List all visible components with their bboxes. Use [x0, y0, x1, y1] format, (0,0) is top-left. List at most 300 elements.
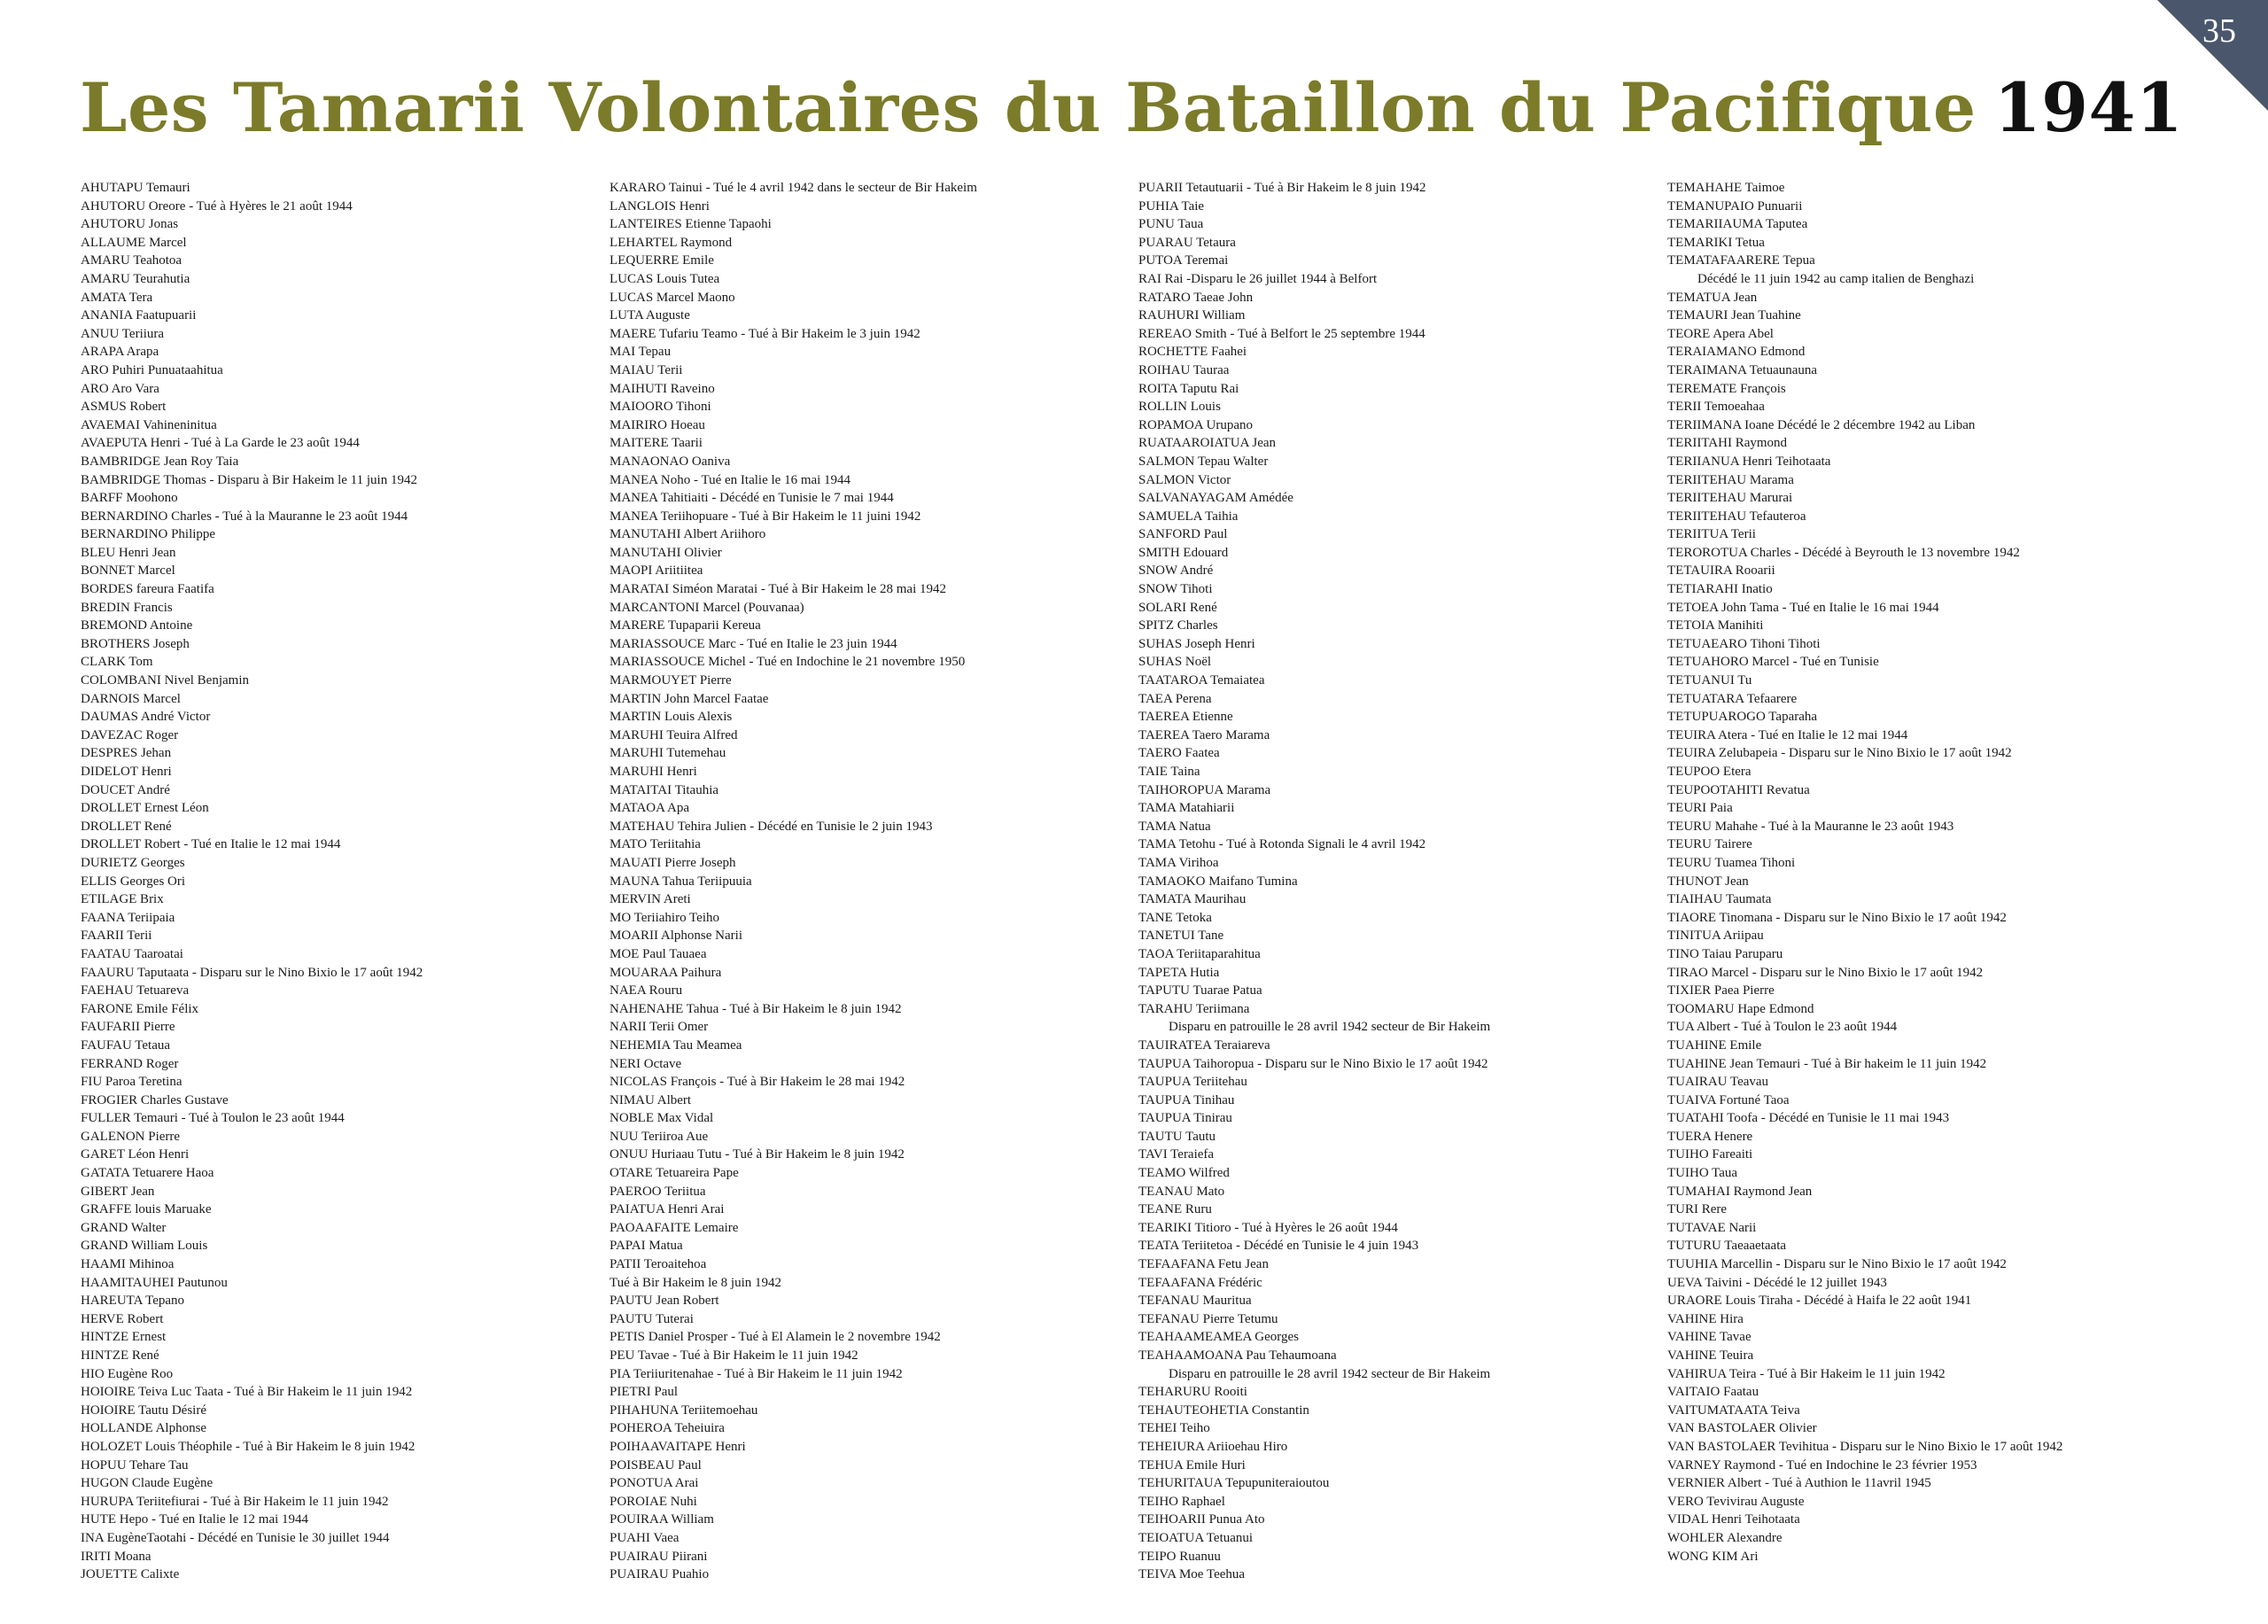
name-entry: HAAMITAUHEI Pautunou	[81, 1275, 228, 1290]
name-entry: SUHAS Noël	[1138, 655, 1212, 670]
name-entry: DURIETZ Georges	[81, 855, 185, 870]
name-entry: TIXIER Paea Pierre	[1667, 983, 1775, 998]
name-entry: TEHURITAUA Tepupuniteraioutou	[1138, 1476, 1330, 1491]
name-entry: TAMA Virihoa	[1138, 855, 1219, 870]
names-column-4	[1667, 179, 2190, 1566]
name-entry: BROTHERS Joseph	[81, 636, 190, 651]
name-entry: HOIOIRE Teiva Luc Taata - Tué à Bir Hakeim le 11 juin 1942	[81, 1385, 413, 1400]
name-entry: MAI Tepau	[610, 345, 672, 360]
name-entry: TAUIRATEA Teraiareva	[1138, 1037, 1270, 1053]
name-entry: TAUPUA Tinihau	[1138, 1092, 1235, 1107]
name-entry: ROLLIN Louis	[1138, 400, 1221, 415]
name-entry: SOLARI René	[1138, 600, 1217, 615]
name-entry: TEHEI Teiho	[1138, 1421, 1210, 1436]
name-entry: PUARAU Tetaura	[1138, 235, 1236, 250]
name-entry: TUIHO Taua	[1667, 1166, 1738, 1181]
name-entry: ONUU Huriaau Tutu - Tué à Bir Hakeim le 8 juin 1942	[610, 1147, 905, 1162]
name-entry: PUARII Tetautuarii - Tué à Bir Hakeim le 8 juin 1942	[1138, 181, 1426, 195]
name-entry: TEANE Ruru	[1138, 1202, 1212, 1217]
name-entry: PIA Teriiuritenahae - Tué à Bir Hakeim le 11 juin 1942	[610, 1366, 903, 1381]
name-entry: HAAMI Mihinoa	[81, 1257, 175, 1272]
name-entry: SANFORD Paul	[1138, 527, 1228, 542]
name-entry: SAMUELA Taihia	[1138, 509, 1239, 524]
name-entry: BAMBRIDGE Thomas - Disparu à Bir Hakeim le 11 juin 1942	[81, 472, 417, 487]
name-entry: TERIITEHAU Marama	[1667, 472, 1794, 487]
name-entry: TAATAROA Temaiatea	[1138, 673, 1265, 688]
name-entry: MANAONAO Oaniva	[610, 454, 731, 469]
name-entry: TERIITAHI Raymond	[1667, 436, 1788, 451]
name-entry: MATAITAI Titauhia	[610, 782, 719, 797]
name-entry: TETUATARA Tefaarere	[1667, 691, 1798, 706]
name-entry: LANGLOIS Henri	[610, 198, 710, 214]
name-entry: MARUHI Henri	[610, 765, 697, 779]
name-entry: MAUNA Tahua Teriipuuia	[610, 874, 752, 889]
name-entry: TUMAHAI Raymond Jean	[1667, 1184, 1813, 1199]
name-entry: RATARO Taeae John	[1138, 290, 1254, 305]
names-column-3	[1138, 179, 1661, 1584]
name-entry: SALMON Tepau Walter	[1138, 454, 1269, 469]
name-entry: FAUFAU Tetaua	[81, 1037, 171, 1053]
name-entry: TERII Temoeahaa	[1667, 400, 1765, 415]
name-entry: ROCHETTE Faahei	[1138, 345, 1247, 360]
name-entry: TEFAAFANA Fetu Jean	[1138, 1257, 1269, 1272]
name-entry: POIHAAVAITAPE Henri	[610, 1439, 746, 1454]
name-entry: TANETUI Tane	[1138, 929, 1224, 944]
name-entry: MANEA Teriihopuare - Tué à Bir Hakeim le 11 juini 1942	[610, 509, 921, 524]
name-entry: MARUHI Teuira Alfred	[610, 727, 738, 742]
name-entry: ANANIA Faatupuarii	[81, 308, 197, 323]
name-entry: TEMATUA Jean	[1667, 290, 1758, 305]
name-entry: COLOMBANI Nivel Benjamin	[81, 673, 249, 688]
name-entry: TEURU Mahahe - Tué à la Mauranne le 23 août 1943	[1667, 819, 1954, 834]
name-entry: POROIAE Nuhi	[610, 1494, 697, 1509]
name-entry: TAMA Natua	[1138, 819, 1211, 834]
title-year: 1941	[1993, 68, 2184, 147]
name-entry: MARTIN John Marcel Faatae	[610, 691, 769, 706]
name-entry: Décédé le 11 juin 1942 au camp italien de Benghazi	[1697, 271, 1975, 286]
name-entry: DROLLET Robert - Tué en Italie le 12 mai 1944	[81, 837, 341, 852]
name-entry: TAUPUA Teriitehau	[1138, 1075, 1247, 1090]
name-entry: GARET Léon Henri	[81, 1147, 190, 1162]
name-entry: AMARU Teahotoa	[81, 253, 183, 268]
name-entry: MARERE Tupaparii Kereua	[610, 618, 761, 633]
name-entry: DOUCET André	[81, 782, 170, 797]
name-entry: VAHINE Hira	[1667, 1311, 1744, 1326]
name-entry: FROGIER Charles Gustave	[81, 1092, 229, 1107]
name-entry: DROLLET René	[81, 819, 172, 834]
name-entry: Disparu en patrouille le 28 avril 1942 secteur de Bir Hakeim	[1169, 1366, 1491, 1381]
name-entry: LUCAS Marcel Maono	[610, 290, 735, 305]
name-entry: THUNOT Jean	[1667, 874, 1749, 889]
name-entry: PUHIA Taie	[1138, 198, 1205, 214]
name-entry: PUNU Taua	[1138, 217, 1204, 232]
name-entry: TAEREA Taero Marama	[1138, 727, 1270, 742]
name-entry: LEQUERRE Emile	[610, 253, 714, 268]
name-entry: ARO Aro Vara	[81, 381, 159, 396]
name-entry: POUIRAA William	[610, 1512, 714, 1527]
name-entry: GATATA Tetuarere Haoa	[81, 1166, 214, 1181]
name-entry: MANEA Tahitiaiti - Décédé en Tunisie le 7 mai 1944	[610, 491, 894, 506]
name-entry: TERIIMANA Ioane Décédé le 2 décembre 1942 au Liban	[1667, 417, 1976, 432]
name-entry: PATII Teroaitehoa	[610, 1257, 707, 1272]
name-entry: SUHAS Joseph Henri	[1138, 636, 1255, 651]
name-entry: AVAEMAI Vahineninitua	[81, 417, 217, 432]
name-entry: TAUPUA Tinirau	[1138, 1111, 1232, 1126]
name-entry: NARII Terii Omer	[610, 1020, 709, 1035]
name-entry: TEMANUPAIO Punuarii	[1667, 198, 1803, 214]
name-entry: HOLOZET Louis Théophile - Tué à Bir Hakeim le 8 juin 1942	[81, 1439, 416, 1454]
name-entry: HUTE Hepo - Tué en Italie le 12 mai 1944	[81, 1512, 309, 1527]
name-entry: TEMAHAHE Taimoe	[1667, 181, 1785, 195]
name-entry: BREMOND Antoine	[81, 618, 193, 633]
name-entry: HOLLANDE Alphonse	[81, 1421, 207, 1436]
name-entry: NUU Teriiroa Aue	[610, 1129, 709, 1144]
name-entry: FAUFARII Pierre	[81, 1020, 175, 1035]
name-entry: TAVI Teraiefa	[1138, 1147, 1215, 1162]
name-entry: HURUPA Teriitefiurai - Tué à Bir Hakeim le 11 juin 1942	[81, 1494, 389, 1509]
name-entry: MAOPI Ariitiitea	[610, 563, 703, 579]
names-column-2	[610, 179, 1132, 1584]
name-entry: TEROROTUA Charles - Décédé à Beyrouth le 13 novembre 1942	[1667, 545, 2020, 560]
name-entry: TUA Albert - Tué à Toulon le 23 août 1944	[1667, 1020, 1898, 1035]
name-entry: ALLAUME Marcel	[81, 235, 187, 250]
name-entry: HAREUTA Tepano	[81, 1294, 185, 1309]
name-entry: TEATA Teriitetoa - Décédé en Tunisie le 4 juin 1943	[1138, 1239, 1419, 1254]
name-entry: TUAIVA Fortuné Taoa	[1667, 1092, 1790, 1107]
name-entry: VAITUMATAATA Teiva	[1667, 1403, 1800, 1418]
name-entry: DAUMAS André Victor	[81, 710, 211, 725]
name-entry: HINTZE René	[81, 1348, 159, 1363]
name-entry: Tué à Bir Hakeim le 8 juin 1942	[610, 1275, 782, 1290]
name-entry: TEREMATE François	[1667, 381, 1786, 396]
name-entry: LUCAS Louis Tutea	[610, 271, 720, 286]
name-entry: GALENON Pierre	[81, 1129, 181, 1144]
name-entry: TEIHO Raphael	[1138, 1494, 1225, 1509]
name-entry: TEFANAU Mauritua	[1138, 1294, 1252, 1309]
name-entry: TERIITUA Terii	[1667, 527, 1756, 542]
name-entry: TIRAO Marcel - Disparu sur le Nino Bixio le 17 août 1942	[1667, 965, 1984, 980]
name-entry: VIDAL Henri Teihotaata	[1667, 1512, 1800, 1527]
name-entry: Disparu en patrouille le 28 avril 1942 secteur de Bir Hakeim	[1169, 1020, 1491, 1035]
name-entry: TEFANAU Pierre Tetumu	[1138, 1311, 1278, 1326]
name-entry: TIAORE Tinomana - Disparu sur le Nino Bixio le 17 août 1942	[1667, 910, 2007, 925]
name-entry: PAUTU Tuterai	[610, 1311, 694, 1326]
name-entry: MAIRIRO Hoeau	[610, 417, 705, 432]
name-entry: SNOW André	[1138, 563, 1214, 579]
name-entry: MANEA Noho - Tué en Italie le 16 mai 1944	[610, 472, 851, 487]
name-entry: FAARII Terii	[81, 929, 152, 944]
name-entry: POISBEAU Paul	[610, 1457, 702, 1472]
name-entry: LANTEIRES Etienne Tapaohi	[610, 217, 772, 232]
name-entry: PUAHI Vaea	[610, 1530, 680, 1545]
name-entry: POHEROA Teheiuira	[610, 1421, 725, 1436]
name-entry: HIO Eugène Roo	[81, 1366, 174, 1381]
name-entry: BAMBRIDGE Jean Roy Taia	[81, 454, 239, 469]
name-entry: TEFAAFANA Frédéric	[1138, 1275, 1262, 1290]
name-entry: UEVA Taivini - Décédé le 12 juillet 1943	[1667, 1275, 1887, 1290]
name-entry: TAEREA Etienne	[1138, 710, 1233, 725]
name-entry: MAIOORO Tihoni	[610, 400, 711, 415]
name-entry: JOUETTE Calixte	[81, 1567, 180, 1582]
page-number: 35	[2202, 12, 2236, 50]
name-entry: BARFF Moohono	[81, 491, 178, 506]
name-entry: TERIITEHAU Tefauteroa	[1667, 509, 1806, 524]
name-entry: FERRAND Roger	[81, 1056, 179, 1071]
name-entry: MARATAI Siméon Maratai - Tué à Bir Hakeim le 28 mai 1942	[610, 582, 947, 597]
name-entry: MATO Teriitahia	[610, 837, 701, 852]
name-entry: MANUTAHI Albert Ariihoro	[610, 527, 766, 542]
name-entry: BREDIN Francis	[81, 600, 173, 615]
name-entry: TEUPOOTAHITI Revatua	[1667, 782, 1810, 797]
name-entry: FARONE Emile Félix	[81, 1001, 199, 1016]
name-entry: AHUTORU Jonas	[81, 217, 179, 232]
name-entry: VAHIRUA Teira - Tué à Bir Hakeim le 11 juin 1942	[1667, 1366, 1946, 1381]
name-entry: TEIHOARII Punua Ato	[1138, 1512, 1265, 1527]
name-entry: PAOAAFAITE Lemaire	[610, 1220, 739, 1235]
name-entry: PUAIRAU Piirani	[610, 1549, 708, 1564]
name-entry: TAMA Tetohu - Tué à Rotonda Signali le 4 avril 1942	[1138, 837, 1426, 852]
name-entry: MARIASSOUCE Marc - Tué en Italie le 23 juin 1944	[610, 636, 897, 651]
name-entry: TUIHO Fareaiti	[1667, 1147, 1753, 1162]
name-entry: BORDES fareura Faatifa	[81, 582, 214, 597]
name-entry: PAUTU Jean Robert	[610, 1294, 719, 1309]
name-entry: NERI Octave	[610, 1056, 682, 1071]
name-entry: TEMARIIAUMA Taputea	[1667, 217, 1808, 232]
name-entry: ETILAGE Brix	[81, 892, 164, 907]
name-entry: IRITI Moana	[81, 1549, 151, 1564]
name-entry: TEURI Paia	[1667, 801, 1733, 816]
name-entry: GRAFFE louis Maruake	[81, 1202, 212, 1217]
name-entry: VAN BASTOLAER Olivier	[1667, 1421, 1817, 1436]
name-entry: TETUAHORO Marcel - Tué en Tunisie	[1667, 655, 1879, 670]
name-entry: MERVIN Areti	[610, 892, 691, 907]
name-entry: TEHEIURA Ariioehau Hiro	[1138, 1439, 1288, 1454]
name-entry: TUAHINE Jean Temauri - Tué à Bir hakeim le 11 juin 1942	[1667, 1056, 1987, 1071]
name-entry: BLEU Henri Jean	[81, 545, 176, 560]
name-entry: PAEROO Teriitua	[610, 1184, 706, 1199]
name-entry: VERO Tevivirau Auguste	[1667, 1494, 1805, 1509]
name-entry: VARNEY Raymond - Tué en Indochine le 23 février 1953	[1667, 1457, 1977, 1472]
name-entry: TEORE Apera Abel	[1667, 326, 1774, 341]
name-entry: TERAIMANA Tetuaunauna	[1667, 362, 1818, 377]
name-entry: NIMAU Albert	[610, 1092, 692, 1107]
name-entry: MAIHUTI Raveino	[610, 381, 715, 396]
name-entry: TERIITEHAU Marurai	[1667, 491, 1793, 506]
name-entry: TEHUA Emile Huri	[1138, 1457, 1246, 1472]
name-entry: TAUPUA Taihoropua - Disparu sur le Nino Bixio le 17 août 1942	[1138, 1056, 1488, 1071]
name-entry: TETUAEARO Tihoni Tihoti	[1667, 636, 1821, 651]
name-entry: TEIVA Moe Teehua	[1138, 1567, 1246, 1582]
name-entry: HOIOIRE Tautu Désiré	[81, 1403, 206, 1418]
name-entry: WOHLER Alexandre	[1667, 1530, 1783, 1545]
name-entry: ROPAMOA Urupano	[1138, 417, 1254, 432]
name-entry: SMITH Edouard	[1138, 545, 1229, 560]
name-entry: MATAOA Apa	[610, 801, 690, 816]
name-entry: MARTIN Louis Alexis	[610, 710, 733, 725]
name-entry: TAPETA Hutia	[1138, 965, 1220, 980]
name-entry: ROITA Taputu Rai	[1138, 381, 1239, 396]
name-entry: VAHINE Tavae	[1667, 1330, 1751, 1345]
name-entry: FULLER Temauri - Tué à Toulon le 23 août 1944	[81, 1111, 345, 1126]
name-entry: SPITZ Charles	[1138, 618, 1218, 633]
name-entry: NAEA Rouru	[610, 983, 683, 998]
name-entry: TERAIAMANO Edmond	[1667, 345, 1806, 360]
name-entry: BERNARDINO Charles - Tué à la Mauranne le 23 août 1944	[81, 509, 408, 524]
name-entry: TEAMO Wilfred	[1138, 1166, 1230, 1181]
name-entry: LEHARTEL Raymond	[610, 235, 733, 250]
name-entry: VAITAIO Faatau	[1667, 1385, 1759, 1400]
name-entry: VERNIER Albert - Tué à Authion le 11avril 1945	[1667, 1476, 1931, 1491]
name-entry: TAMA Matahiarii	[1138, 801, 1235, 816]
name-entry: TEIPO Ruanuu	[1138, 1549, 1221, 1564]
name-entry: VAHINE Teuira	[1667, 1348, 1754, 1363]
name-entry: NOBLE Max Vidal	[610, 1111, 714, 1126]
name-entry: AMATA Tera	[81, 290, 153, 305]
name-entry: FAAURU Taputaata - Disparu sur le Nino Bixio le 17 août 1942	[81, 965, 423, 980]
name-entry: KARARO Tainui - Tué le 4 avril 1942 dans le secteur de Bir Hakeim	[610, 181, 977, 195]
name-entry: TINO Taiau Paruparu	[1667, 946, 1783, 961]
name-entry: ELLIS Georges Ori	[81, 874, 186, 889]
name-entry: TEURU Tairere	[1667, 837, 1752, 852]
name-entry: TUUHIA Marcellin - Disparu sur le Nino Bixio le 17 août 1942	[1667, 1257, 2007, 1272]
name-entry: TUTAVAE Narii	[1667, 1220, 1757, 1235]
name-entry: TAERO Faatea	[1138, 746, 1220, 761]
name-entry: PIHAHUNA Teriitemoehau	[610, 1403, 758, 1418]
name-entry: SNOW Tihoti	[1138, 582, 1213, 597]
page-title	[80, 64, 2183, 152]
name-entry: PAPAI Matua	[610, 1239, 683, 1254]
name-entry: TAMAOKO Maifano Tumina	[1138, 874, 1298, 889]
name-entry: TEMAURI Jean Tuahine	[1667, 308, 1801, 323]
name-entry: TEANAU Mato	[1138, 1184, 1225, 1199]
name-entry: MAERE Tufariu Teamo - Tué à Bir Hakeim le 3 juin 1942	[610, 326, 920, 341]
name-entry: TEUIRA Atera - Tué en Italie le 12 mai 1944	[1667, 727, 1908, 742]
name-entry: SALMON Victor	[1138, 472, 1231, 487]
name-entry: NICOLAS François - Tué à Bir Hakeim le 28 mai 1942	[610, 1075, 905, 1090]
name-entry: MARCANTONI Marcel (Pouvanaa)	[610, 600, 804, 615]
name-entry: TUAHINE Emile	[1667, 1037, 1762, 1053]
name-entry: TETOEA John Tama - Tué en Italie le 16 mai 1944	[1667, 600, 1939, 615]
name-entry: OTARE Tetuareira Pape	[610, 1166, 739, 1181]
name-entry: FAEHAU Tetuareva	[81, 983, 190, 998]
name-entry: TINITUA Ariipau	[1667, 929, 1764, 944]
name-entry: URAORE Louis Tiraha - Décédé à Haifa le 22 août 1941	[1667, 1294, 1972, 1309]
name-entry: MATEHAU Tehira Julien - Décédé en Tunisie le 2 juin 1943	[610, 819, 933, 834]
name-entry: INA EugèneTaotahi - Décédé en Tunisie le 30 juillet 1944	[81, 1530, 390, 1545]
name-entry: TEAHAAMEAMEA Georges	[1138, 1330, 1299, 1345]
name-entry: TOOMARU Hape Edmond	[1667, 1001, 1814, 1016]
name-entry: TANE Tetoka	[1138, 910, 1212, 925]
name-entry: TAOA Teriitaparahitua	[1138, 946, 1261, 961]
name-entry: TETUANUI Tu	[1667, 673, 1752, 688]
name-entry: SALVANAYAGAM Amédée	[1138, 491, 1293, 506]
name-entry: TAPUTU Tuarae Patua	[1138, 983, 1262, 998]
name-entry: DAVEZAC Roger	[81, 727, 179, 742]
page-corner-tab	[2157, 0, 2268, 111]
name-entry: MAIAU Terii	[610, 362, 683, 377]
name-entry: HOPUU Tehare Tau	[81, 1457, 189, 1472]
name-entry: MARMOUYET Pierre	[610, 673, 732, 688]
name-entry: DESPRES Jehan	[81, 746, 172, 761]
name-entry: LUTA Auguste	[610, 308, 690, 323]
name-entry: TARAHU Teriimana	[1138, 1001, 1250, 1016]
name-entry: TAMATA Maurihau	[1138, 892, 1247, 907]
name-entry: TEUPOO Etera	[1667, 765, 1751, 779]
name-entry: MO Teriiahiro Teiho	[610, 910, 719, 925]
name-entry: TEIOATUA Tetuanui	[1138, 1530, 1254, 1545]
name-entry: ARAPA Arapa	[81, 345, 159, 360]
name-entry: WONG KIM Ari	[1667, 1549, 1759, 1564]
name-entry: VAN BASTOLAER Tevihitua - Disparu sur le Nino Bixio le 17 août 1942	[1667, 1439, 2063, 1454]
name-entry: CLARK Tom	[81, 655, 153, 670]
name-entry: TEUIRA Zelubapeia - Disparu sur le Nino Bixio le 17 août 1942	[1667, 746, 2012, 761]
name-entry: PAIATUA Henri Arai	[610, 1202, 725, 1217]
name-entry: BERNARDINO Philippe	[81, 527, 216, 542]
name-entry: REREAO Smith - Tué à Belfort le 25 septembre 1944	[1138, 326, 1425, 341]
name-entry: FIU Paroa Teretina	[81, 1075, 183, 1090]
name-entry: HERVE Robert	[81, 1311, 164, 1326]
name-entry: TAIHOROPUA Marama	[1138, 782, 1271, 797]
name-entry: ROIHAU Tauraa	[1138, 362, 1230, 377]
name-entry: ASMUS Robert	[81, 400, 167, 415]
name-entry: PONOTUA Arai	[610, 1476, 699, 1491]
name-entry: MOE Paul Tauaea	[610, 946, 707, 961]
name-entry: NAHENAHE Tahua - Tué à Bir Hakeim le 8 juin 1942	[610, 1001, 902, 1016]
name-entry: TETUPUAROGO Taparaha	[1667, 710, 1818, 725]
name-entry: TETOIA Manihiti	[1667, 618, 1764, 633]
name-entry: TAIE Taina	[1138, 765, 1200, 779]
name-entry: NEHEMIA Tau Meamea	[610, 1037, 742, 1053]
name-entry: MOARII Alphonse Narii	[610, 929, 742, 944]
name-entry: RUATAAROIATUA Jean	[1138, 436, 1277, 451]
name-entry: TEMARIKI Tetua	[1667, 235, 1765, 250]
name-entry: PUTOA Teremai	[1138, 253, 1229, 268]
name-entry: ARO Puhiri Punuataahitua	[81, 362, 223, 377]
name-entry: MARIASSOUCE Michel - Tué en Indochine le 21 novembre 1950	[610, 655, 966, 670]
name-entry: PETIS Daniel Prosper - Tué à El Alamein le 2 novembre 1942	[610, 1330, 941, 1345]
name-entry: DIDELOT Henri	[81, 765, 172, 779]
name-entry: MANUTAHI Olivier	[610, 545, 722, 560]
name-entry: TUATAHI Toofa - Décédé en Tunisie le 11 mai 1943	[1667, 1111, 1950, 1126]
name-entry: TAEA Perena	[1138, 691, 1212, 706]
name-entry: DROLLET Ernest Léon	[81, 801, 209, 816]
name-entry: BONNET Marcel	[81, 563, 175, 579]
name-entry: TEAHAAMOANA Pau Tehaumoana	[1138, 1348, 1337, 1363]
name-entry: MAUATI Pierre Joseph	[610, 855, 736, 870]
name-entry: PEU Tavae - Tué à Bir Hakeim le 11 juin 1942	[610, 1348, 858, 1363]
name-entry: GRAND Walter	[81, 1220, 167, 1235]
name-entry: TETAUIRA Rooarii	[1667, 563, 1775, 579]
name-entry: TURI Rere	[1667, 1202, 1728, 1217]
name-entry: FAATAU Taaroatai	[81, 946, 183, 961]
name-entry: AMARU Teurahutia	[81, 271, 190, 286]
name-entry: TERIIANUA Henri Teihotaata	[1667, 454, 1831, 469]
name-entry: MOUARAA Paihura	[610, 965, 722, 980]
name-entry: AHUTAPU Temauri	[81, 181, 190, 195]
name-entry: TUTURU Taeaaetaata	[1667, 1239, 1787, 1254]
name-entry: PIETRI Paul	[610, 1385, 679, 1400]
name-entry: TAUTU Tautu	[1138, 1129, 1216, 1144]
name-entry: AVAEPUTA Henri - Tué à La Garde le 23 août 1944	[81, 436, 360, 451]
title-main: Les Tamarii Volontaires du Bataillon du Pacifique	[80, 68, 1977, 147]
name-entry: DARNOIS Marcel	[81, 691, 181, 706]
name-entry: TEARIKI Titioro - Tué à Hyères le 26 août 1944	[1138, 1220, 1398, 1235]
name-entry: TUAIRAU Teavau	[1667, 1075, 1769, 1090]
name-entry: TIAIHAU Taumata	[1667, 892, 1772, 907]
name-entry: TEHAUTEOHETIA Constantin	[1138, 1403, 1309, 1418]
name-entry: AHUTORU Oreore - Tué à Hyères le 21 août 1944	[81, 198, 353, 214]
name-entry: RAUHURI William	[1138, 308, 1246, 323]
